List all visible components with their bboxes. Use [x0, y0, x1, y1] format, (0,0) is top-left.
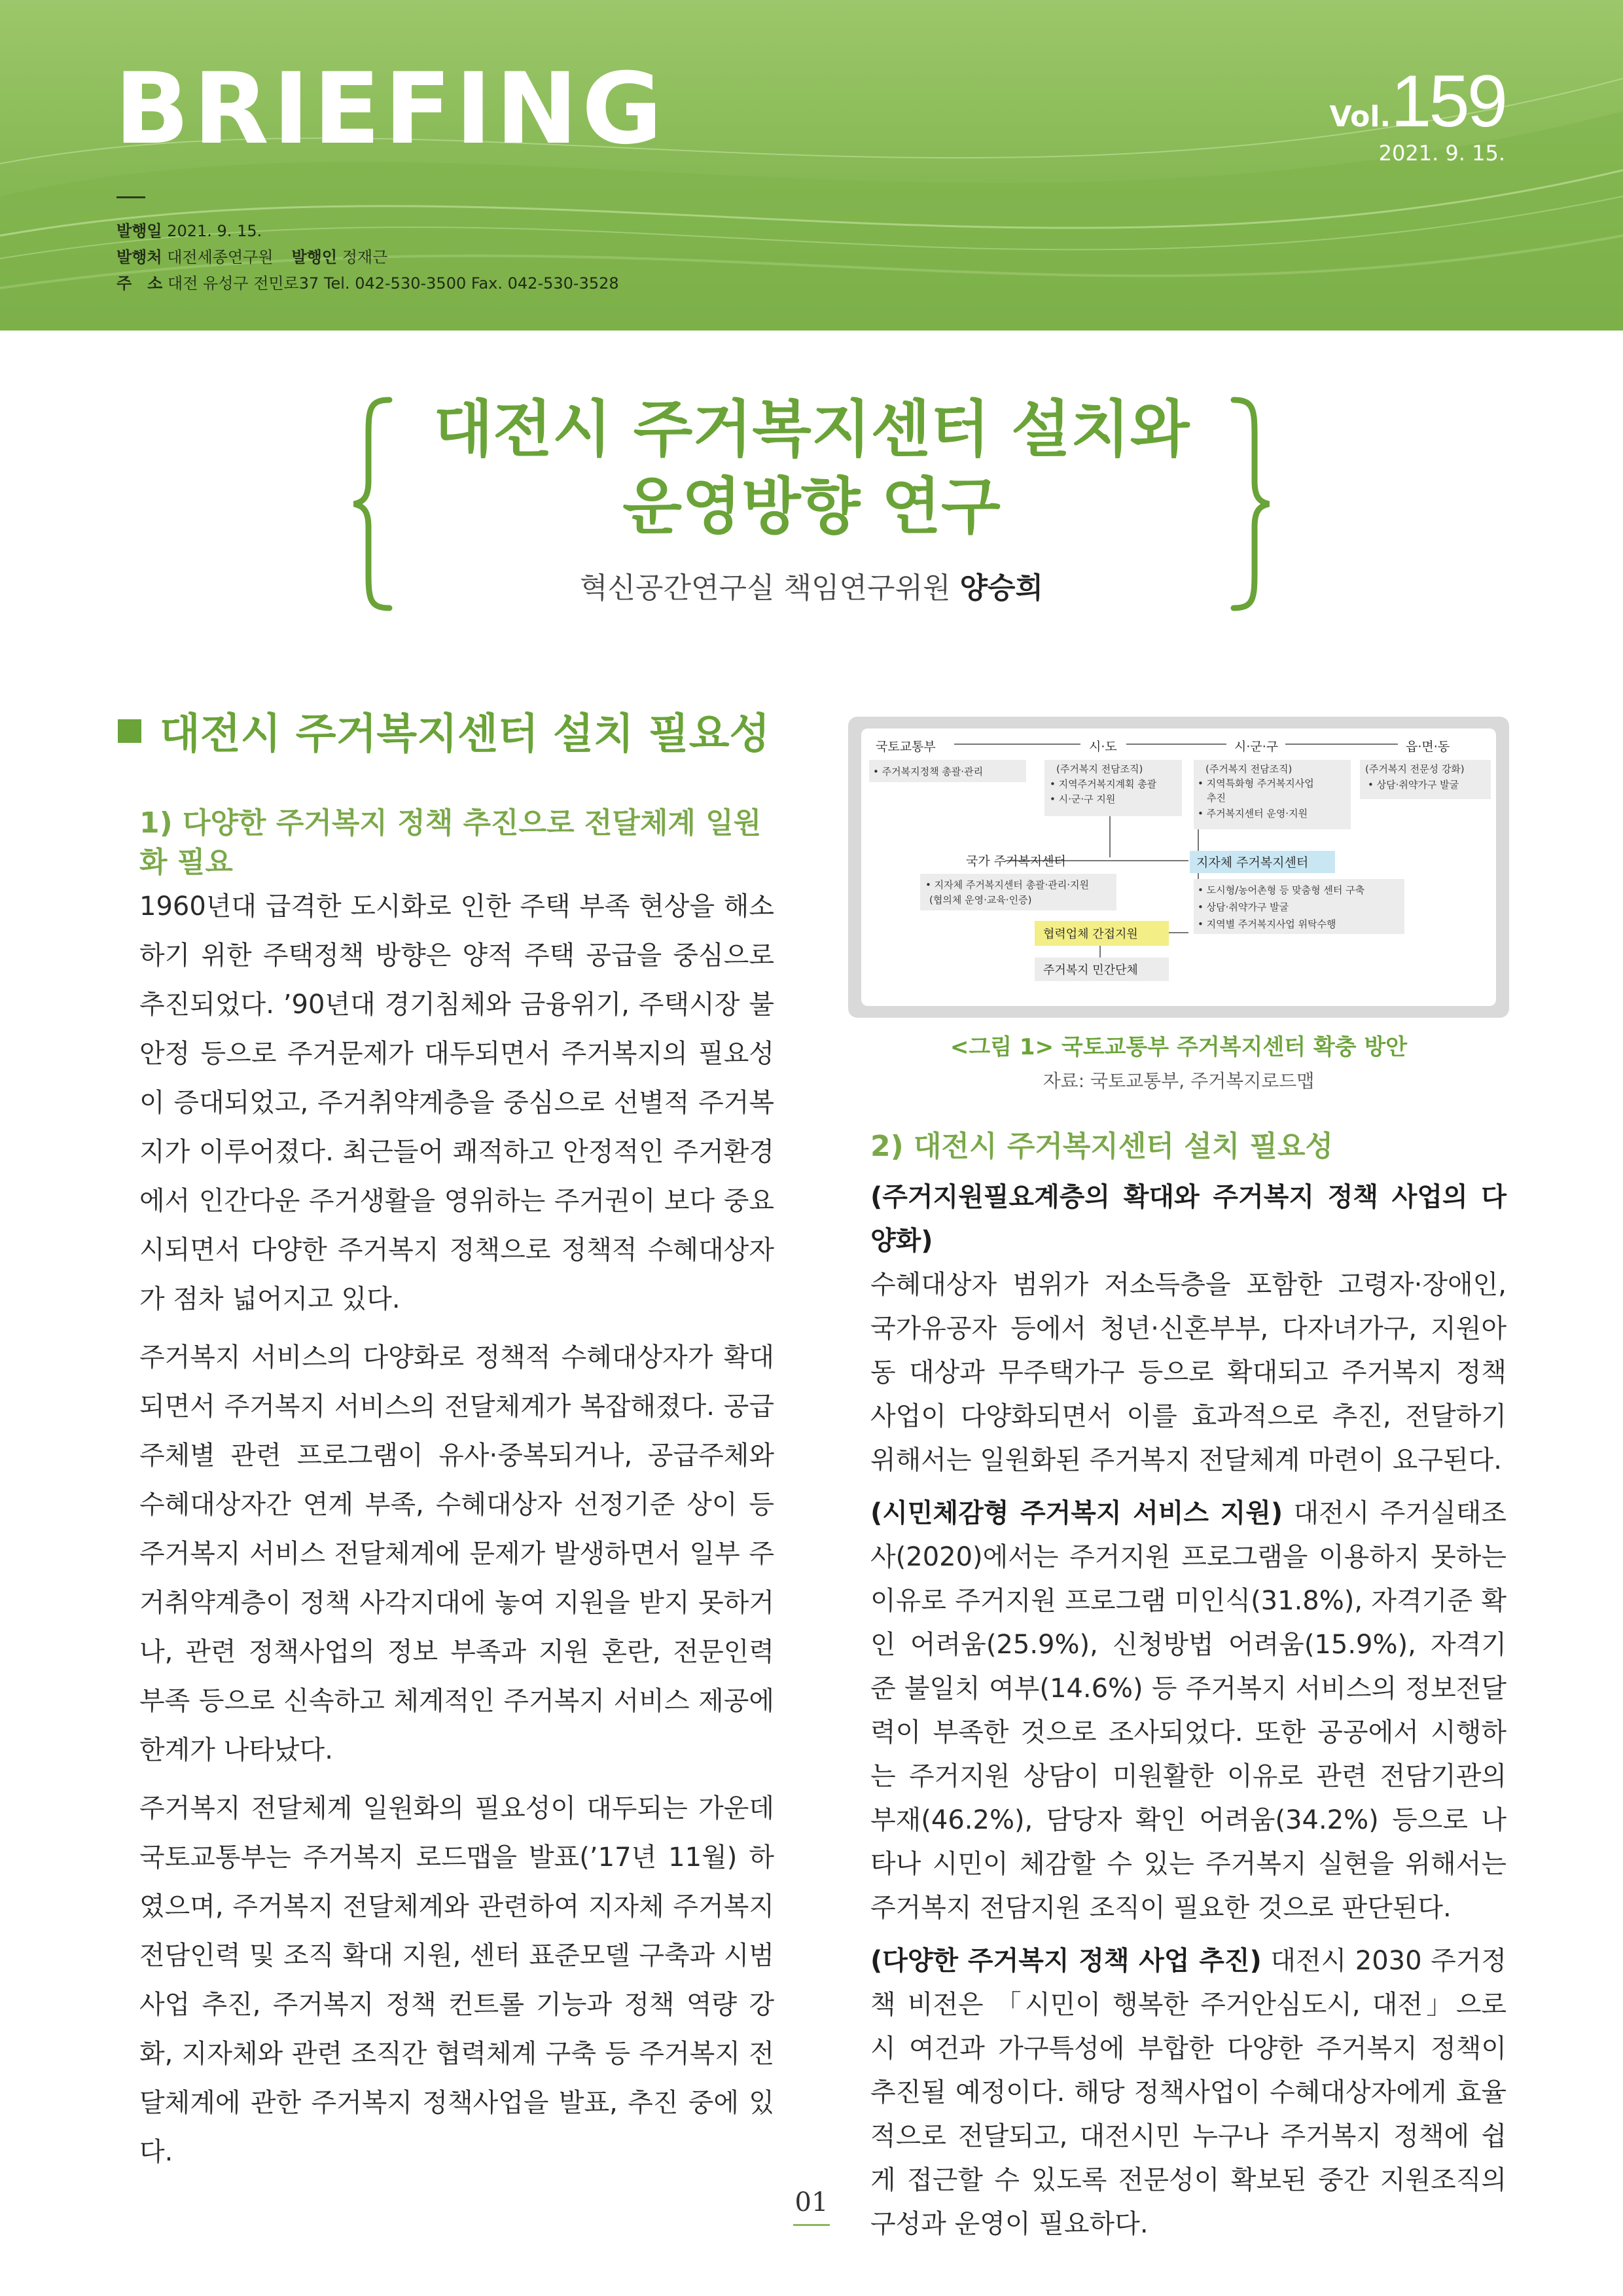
fig-col3-item-2: • 지역특화형 주거복지사업 — [1198, 778, 1314, 789]
fig-col4-item-1: (주거복지 전문성 강화) — [1365, 763, 1465, 775]
fig-col3-item-1: (주거복지 전담조직) — [1205, 763, 1293, 775]
fig-col4-title: 읍·면·동 — [1406, 740, 1450, 754]
vol-num: 159 — [1391, 60, 1505, 142]
diagram-figure — [848, 717, 1509, 1018]
volume-number — [1329, 59, 1505, 143]
right-column — [870, 1127, 1507, 2246]
fig-coop: 협력업체 간접지원 — [1043, 927, 1138, 941]
left-column — [139, 804, 774, 2177]
subheading-2: 2) 대전시 주거복지센터 설치 필요성 — [870, 1130, 1334, 1163]
paragraph-3: 주거복지 전달체계 일원화의 필요성이 대두되는 가운데 국토교통부는 주거복지 로드맵을 발표(’17년 11월) 하였으며, 주거복지 전달체계와 관련하여 지자체 주거복지 전담인력 및 조직 확대 지원, 센터 표준모델 구축과 시범사업 추진, 주거복지 정책 컨트롤 기능과 정책 역량 강화, 지자체와 관련 조직간 협력체계 구축 등 주거복지 전달체계에 관한 주거복지 정책사업을 발표, 추진 중에 있다. — [139, 1793, 774, 2167]
figure-caption: <그림 1> 국토교통부 주거복지센터 확충 방안 — [950, 1034, 1408, 1060]
fig-local-item-2: • 상담·취약가구 발굴 — [1198, 901, 1289, 913]
publisher-label: 발행처 — [116, 248, 162, 266]
fig-national-item-1: • 지자체 주거복지센터 총괄·관리·지원 — [925, 879, 1090, 891]
block-3 — [870, 1939, 1507, 2246]
issue-date: 2021. 9. 15. — [1378, 141, 1505, 166]
vol-label: Vol. — [1329, 100, 1391, 134]
fig-col3-title: 시·군·구 — [1234, 740, 1279, 754]
fig-col1-title: 국토교통부 — [876, 740, 936, 754]
left-brace — [350, 396, 396, 612]
section-heading-text: 대전시 주거복지센터 설치 필요성 — [160, 710, 770, 759]
diagram — [848, 717, 1509, 1018]
issuer: 정재근 — [342, 248, 388, 266]
pub-date: 2021. 9. 15. — [167, 222, 262, 240]
block-1-title: (주거지원필요계층의 확대와 주거복지 정책 사업의 다양화) — [870, 1182, 1507, 1256]
fig-col3-item-3: 추진 — [1207, 792, 1226, 804]
tel: Tel. 042-530-3500 — [323, 274, 467, 293]
fig-private: 주거복지 민간단체 — [1043, 963, 1138, 977]
address-label: 주 소 — [116, 274, 163, 293]
title-line-1: 대전시 주거복지센터 설치와 — [433, 394, 1190, 465]
fig-col2-item-3: • 시·군·구 지원 — [1050, 793, 1116, 805]
fax: Fax. 042-530-3528 — [471, 274, 619, 293]
paragraph-1: 1960년대 급격한 도시화로 인한 주택 부족 현상을 해소하기 위한 주택정책 방향은 양적 주택 공급을 중심으로 추진되었다. ’90년대 경기침체와 금융위기, 주택시장 불안정 등으로 주거문제가 대두되면서 주거복지의 필요성이 증대되었고, 주거취약계층을 중심으로 선별적 주거복지가 이루어졌다. 최근들어 쾌적하고 안정적인 주거환경에서 인간다운 주거생활을 영위하는 주거권이 보다 중요시되면서 다양한 주거복지 정책으로 정책적 수혜대상자가 점차 넓어지고 있다. — [139, 891, 774, 1314]
fig-col2-title: 시·도 — [1089, 740, 1117, 754]
fig-local-center: 지자체 주거복지센터 — [1196, 855, 1309, 870]
block-3-text: 대전시 2030 주거정책 비전은 「시민이 행복한 주거안심도시, 대전」으로 시 여건과 가구특성에 부합한 다양한 주거복지 정책이 추진될 예정이다. 해당 정책사업이 수혜대상자에게 효율적으로 전달되고, 대전시민 누구나 주거복지 정책에 쉽게 접근할 수 있도록 전문성이 확보된 중간 지원조직의 구성과 운영이 필요하다. — [870, 1946, 1507, 2239]
byline-role: 혁신공간연구실 책임연구위원 — [579, 571, 951, 605]
brand-logo: BRIEFING — [115, 52, 667, 166]
byline — [393, 564, 1230, 606]
header-rule — [116, 196, 145, 198]
block-2-title: (시민체감형 주거복지 서비스 지원) — [870, 1498, 1283, 1528]
fig-local-item-1: • 도시형/농어촌형 등 맞춤형 센터 구축 — [1198, 884, 1365, 896]
fig-national-item-2: (협의체 운영·교육·인증) — [929, 894, 1032, 906]
figure-source: 자료: 국토교통부, 주거복지로드맵 — [1043, 1070, 1315, 1092]
block-1 — [870, 1175, 1507, 1482]
fig-national-center: 국가 주거복지센터 — [966, 854, 1066, 869]
publisher: 대전세종연구원 — [167, 248, 274, 266]
square-bullet-icon — [118, 719, 141, 743]
title-line-2: 운영방향 연구 — [622, 471, 1001, 543]
right-brace — [1227, 396, 1273, 612]
publication-info — [116, 218, 619, 296]
page-number-underline — [793, 2224, 830, 2226]
fig-col2-item-2: • 지역주거복지계획 총괄 — [1050, 778, 1157, 790]
paragraph-2: 주거복지 서비스의 다양화로 정책적 수혜대상자가 확대되면서 주거복지 서비스의 전달체계가 복잡해졌다. 공급주체별 관련 프로그램이 유사·중복되거나, 공급주체와 수혜대상자간 연계 부족, 수혜대상자 선정기준 상이 등 주거복지 서비스 전달체계에 문제가 발생하면서 일부 주거취약계층이 정책 사각지대에 놓여 지원을 받지 못하거나, 관련 정책사업의 정보 부족과 지원 혼란, 전문인력 부족 등으로 신속하고 체계적인 주거복지 서비스 제공에 한계가 나타났다. — [139, 1342, 774, 1765]
issuer-label: 발행인 — [291, 248, 338, 266]
pub-date-label: 발행일 — [116, 222, 162, 240]
block-1-text: 수혜대상자 범위가 저소득층을 포함한 고령자·장애인, 국가유공자 등에서 청년·신혼부부, 다자녀가구, 지원아동 대상과 무주택가구 등으로 확대되고 주거복지 정책 사업이 다양화되면서 이를 효과적으로 추진, 전달하기 위해서는 일원화된 주거복지 전달체계 마련이 요구된다. — [870, 1270, 1507, 1475]
byline-name: 양승희 — [959, 571, 1044, 605]
page-title — [393, 391, 1230, 546]
fig-col1-item: • 주거복지정책 총괄·관리 — [873, 766, 984, 778]
fig-col2-item-1: (주거복지 전담조직) — [1056, 763, 1143, 775]
fig-local-item-3: • 지역별 주거복지사업 위탁수행 — [1198, 918, 1336, 930]
subheading-1: 1) 다양한 주거복지 정책 추진으로 전달체계 일원화 필요 — [139, 806, 762, 879]
section-heading — [118, 708, 770, 761]
fig-col4-item-2: • 상담·취약가구 발굴 — [1368, 779, 1459, 791]
fig-col3-item-4: • 주거복지센터 운영·지원 — [1198, 808, 1308, 819]
header-band — [0, 0, 1623, 331]
address: 대전 유성구 전민로37 — [168, 274, 319, 293]
block-2-text: 대전시 주거실태조사(2020)에서는 주거지원 프로그램을 이용하지 못하는 이유로 주거지원 프로그램 미인식(31.8%), 자격기준 확인 어려움(25.9%), 신청방법 어려움(15.9%), 자격기준 불일치 여부(14.6%) 등 주거복지 서비스의 정보전달력이 부족한 것으로 조사되었다. 또한 공공에서 시행하는 주거지원 상담이 미원활한 이유로 관련 전담기관의 부재(46.2%), 담당자 확인 어려움(34.2%) 등으로 나타나 시민이 체감할 수 있는 주거복지 실현을 위해서는 주거복지 전담지원 조직이 필요한 것으로 판단된다. — [870, 1498, 1507, 1923]
block-3-title: (다양한 주거복지 정책 사업 추진) — [870, 1946, 1262, 1976]
block-2 — [870, 1492, 1507, 1930]
page-number: 01 — [794, 2187, 829, 2217]
